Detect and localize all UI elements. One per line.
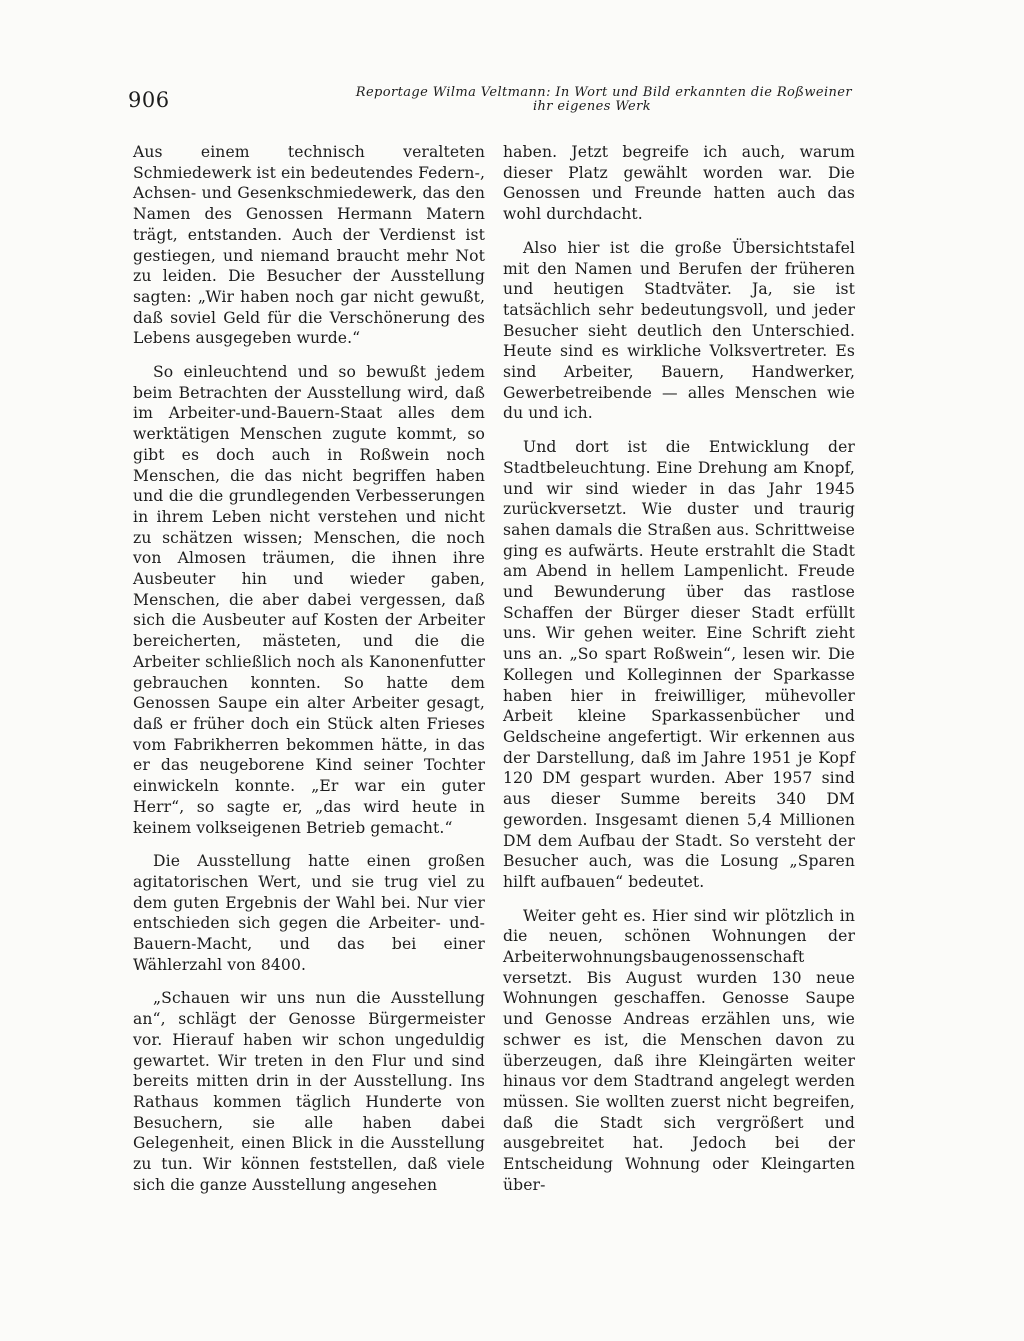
paragraph: Also hier ist die große Übersichtstafel mit den Namen und Berufen der früheren und heutigen Stadtväter. Ja, sie ist tatsächlich sehr bedeutungsvoll, und jeder Besucher sieht deutlich den Unterschied. Heute sind es wirkliche Volksvertreter. Es sind Arbeiter, Bauern, Handwerker, Gewerbetreibende — alles Menschen wie du und ich. bbox=[503, 238, 855, 423]
paragraph: Und dort ist die Entwicklung der Stadtbeleuchtung. Eine Drehung am Knopf, und wir sind wieder in das Jahr 1945 zurückversetzt. Wie duster und traurig sahen damals die Straßen aus. Schrittweise ging es aufwärts. Heute erstrahlt die Stadt am Abend in hellem Lampenlicht. Freude und Bewunderung über das rastlose Schaffen der Bürger dieser Stadt erfüllt uns. Wir gehen weiter. Eine Schrift zieht uns an. „So spart Roßwein“, lesen wir. Die Kollegen und Kolleginnen der Sparkasse haben hier in freiwilliger, mühevoller Arbeit kleine Sparkassenbücher und Geldscheine angefertigt. Wir erkennen aus der Darstellung, daß im Jahre 1951 je Kopf 120 DM gespart wurden. Aber 1957 sind aus dieser Summe bereits 340 DM geworden. Insgesamt dienen 5,4 Millionen DM dem Aufbau der Stadt. So versteht der Besucher auch, was die Losung „Sparen hilft aufbauen“ bedeutet. bbox=[503, 438, 855, 891]
paragraph: „Schauen wir uns nun die Ausstellung an“, schlägt der Genosse Bürgermeister vor. Hierauf haben wir schon ungeduldig gewartet. Wir treten in den Flur und sind bereits mitten drin in der Ausstellung. Ins Rathaus kommen täglich Hunderte von Besuchern, sie alle haben dabei Gelegenheit, einen Blick in die Ausstellung zu tun. Wir können feststellen, daß viele sich die ganze Ausstellung angesehen bbox=[133, 989, 485, 1194]
page-number: 906 bbox=[128, 88, 170, 112]
left-column bbox=[133, 142, 485, 1195]
running-head bbox=[292, 86, 852, 114]
running-head-line-1: Reportage Wilma Veltmann: In Wort und Bild erkannten die Roßweiner bbox=[355, 85, 852, 100]
right-column bbox=[503, 142, 855, 1195]
paragraph: haben. Jetzt begreife ich auch, warum dieser Platz gewählt worden war. Die Genossen und Freunde hatten auch das wohl durchdacht. bbox=[503, 143, 855, 224]
paragraph: Aus einem technisch veralteten Schmiedewerk ist ein bedeutendes Federn-, Achsen- und Gesenkschmiedewerk, das den Namen des Genossen Hermann Matern trägt, entstanden. Auch der Verdienst ist gestiegen, und niemand braucht mehr Not zu leiden. Die Besucher der Ausstellung sagten: „Wir haben noch gar nicht gewußt, daß soviel Geld für die Verschönerung des Lebens ausgegeben wurde.“ bbox=[133, 143, 485, 348]
paragraph: Die Ausstellung hatte einen großen agitatorischen Wert, und sie trug viel zu dem guten Ergebnis der Wahl bei. Nur vier entschieden sich gegen die Arbeiter- und-Bauern-Macht, und das bei einer Wählerzahl von 8400. bbox=[133, 852, 485, 974]
page-header bbox=[128, 86, 852, 122]
paragraph: Weiter geht es. Hier sind wir plötzlich in die neuen, schönen Wohnungen der Arbeiterwohnungsbaugenossenschaft versetzt. Bis August wurden 130 neue Wohnungen geschaffen. Genosse Saupe und Genosse Andreas erzählen uns, wie schwer es ist, die Menschen davon zu überzeugen, daß ihre Kleingärten weiter hinaus vor dem Stadtrand angelegt werden müssen. Sie wollten zuerst nicht begreifen, daß die Stadt sich vergrößert und ausgebreitet hat. Jedoch bei der Entscheidung Wohnung oder Kleingarten über- bbox=[503, 906, 855, 1194]
paragraph: So einleuchtend und so bewußt jedem beim Betrachten der Ausstellung wird, daß im Arbeiter-und-Bauern-Staat alles dem werktätigen Menschen zugute kommt, so gibt es doch auch in Roßwein noch Menschen, die das nicht begriffen haben und die die grundlegenden Verbesserungen in ihrem Leben nicht verstehen und nicht zu schätzen wissen; Menschen, die noch von Almosen träumen, die ihnen ihre Ausbeuter hin und wieder gaben, Menschen, die aber dabei vergessen, daß sich die Ausbeuter auf Kosten der Arbeiter bereicherten, mästeten, und die die Arbeiter schließlich noch als Kanonenfutter gebrauchen konnten. So hatte dem Genossen Saupe ein alter Arbeiter gesagt, daß er früher doch ein Stück alten Frieses vom Fabrikherren bekommen hätte, in das er das neugeborene Kind seiner Tochter einwickeln konnte. „Er war ein guter Herr“, so sagte er, „das wird heute in keinem volkseigenen Betrieb gemacht.“ bbox=[133, 363, 485, 837]
running-head-line-2: ihr eigenes Werk bbox=[532, 99, 652, 114]
